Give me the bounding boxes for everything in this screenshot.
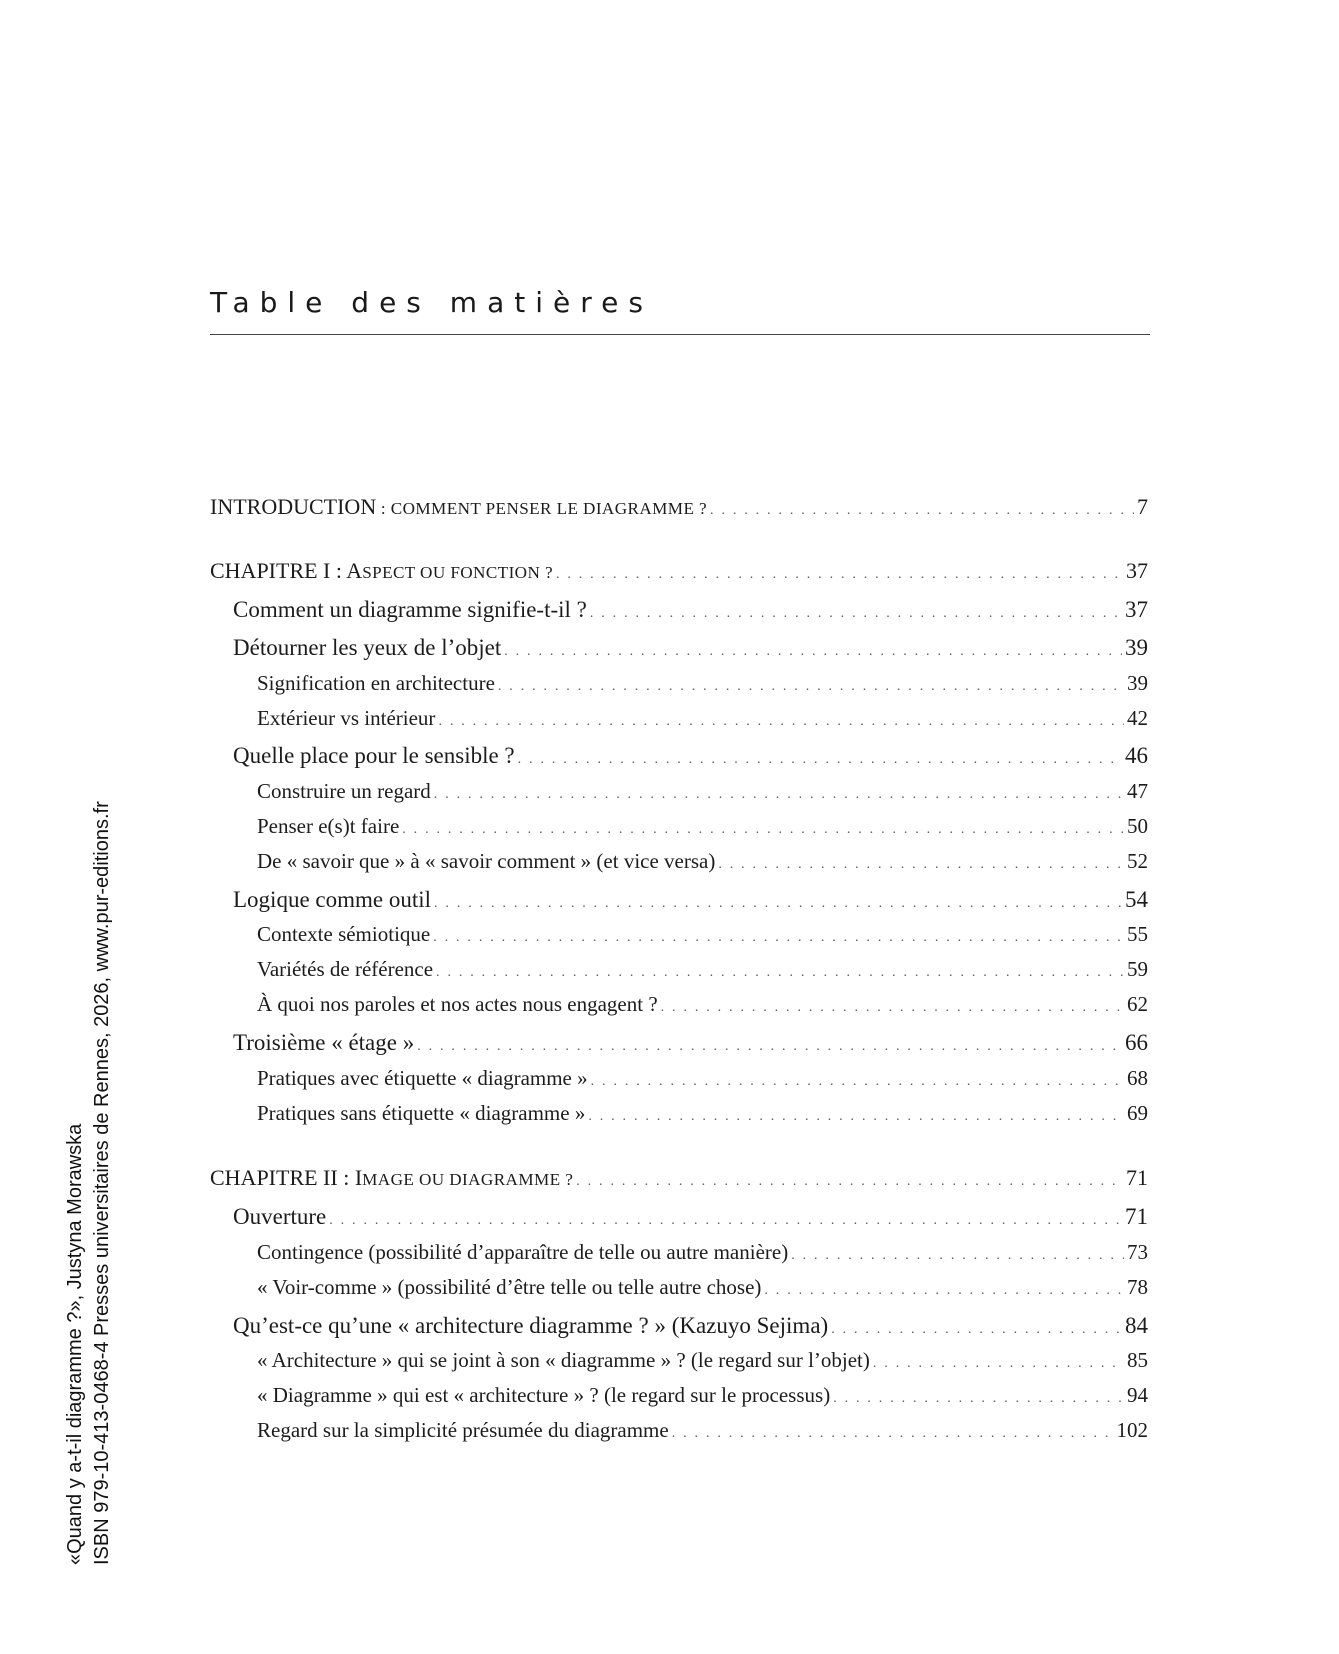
toc-entry-label-main: Ouverture — [233, 1204, 327, 1229]
toc-entry — [233, 635, 1148, 665]
toc-entry-page: 69 — [1127, 1101, 1148, 1125]
toc-entry-label-main: « Architecture » qui se joint à son « diagramme » ? (le regard sur l’objet) — [257, 1348, 870, 1372]
toc-entry-label — [233, 1030, 414, 1056]
toc-entry — [257, 1101, 1148, 1131]
toc-entry-page: 68 — [1127, 1066, 1148, 1090]
toc-entry-page: 62 — [1127, 992, 1148, 1016]
toc-entry-label — [210, 1165, 573, 1191]
toc-entry-label — [257, 1418, 669, 1443]
toc-entry — [257, 1383, 1148, 1413]
toc-entry-label-main: Comment un diagramme signifie-t-il ? — [233, 597, 587, 622]
toc-entry-label — [233, 635, 501, 661]
dot-leader — [672, 1426, 1114, 1442]
toc-entry-page: 37 — [1125, 597, 1148, 622]
dot-leader — [504, 644, 1122, 660]
toc-entry — [257, 1348, 1148, 1378]
toc-entry-label-main: INTRODUCTION — [210, 494, 377, 519]
toc-entry — [257, 671, 1148, 701]
toc-entry-label — [257, 1348, 870, 1373]
dot-leader — [433, 930, 1124, 946]
toc-entry-label-main: Quelle place pour le sensible ? — [233, 743, 515, 768]
toc-entry — [233, 887, 1148, 917]
toc-entry — [233, 1030, 1148, 1060]
dot-leader — [591, 1074, 1124, 1090]
side-note-line-2: ISBN 979-10-413-0468-4 Presses universitaires de Rennes, 2026, www.pur-editions.fr — [91, 801, 113, 1565]
dot-leader — [518, 752, 1122, 768]
toc-entry-page: 102 — [1116, 1418, 1148, 1442]
toc-entry-label — [233, 887, 431, 913]
toc-entry-label-smallcaps: : COMMENT PENSER LE DIAGRAMME ? — [376, 499, 708, 518]
toc-entry-page: 47 — [1127, 779, 1148, 803]
toc-entry-label-main: Contexte sémiotique — [257, 922, 431, 946]
toc-entry-label-main: Variétés de référence — [257, 957, 434, 981]
toc-entry-page: 39 — [1125, 635, 1148, 660]
dot-leader — [402, 822, 1124, 838]
dot-leader — [710, 503, 1134, 519]
toc-entry-label-main: Pratiques avec étiquette « diagramme » — [257, 1066, 588, 1090]
toc-entry — [257, 849, 1148, 879]
dot-leader — [329, 1213, 1122, 1229]
dot-leader — [833, 1391, 1124, 1407]
dot-leader — [873, 1356, 1124, 1372]
dot-leader — [588, 1109, 1124, 1125]
toc-entry-label-main: Troisième « étage » — [233, 1030, 415, 1055]
toc-entry — [210, 1165, 1148, 1195]
toc-entry — [257, 922, 1148, 952]
dot-leader — [764, 1283, 1124, 1299]
toc-entry-page: 54 — [1125, 887, 1148, 912]
toc-entry-label-main: Pratiques sans étiquette « diagramme » — [257, 1101, 586, 1125]
toc-entry-page: 71 — [1126, 1165, 1148, 1190]
toc-entry — [257, 1240, 1148, 1270]
toc-entry-label — [257, 1275, 761, 1300]
toc-entry-label — [257, 671, 495, 696]
toc-entry-page: 52 — [1127, 849, 1148, 873]
toc-entry — [257, 957, 1148, 987]
toc-entry-label — [210, 558, 553, 584]
toc-entry-page: 84 — [1125, 1313, 1148, 1338]
toc-entry — [257, 1418, 1148, 1448]
toc-entry-page: 66 — [1125, 1030, 1148, 1055]
toc-entry-label — [257, 922, 430, 947]
toc-entry-label — [257, 992, 658, 1017]
toc-entry-page: 7 — [1137, 494, 1148, 519]
toc-entry-label-main: Regard sur la simplicité présumée du diagramme — [257, 1418, 669, 1442]
toc-entry — [257, 779, 1148, 809]
toc-entry — [257, 814, 1148, 844]
toc-entry-label-main: CHAPITRE II : I — [210, 1165, 363, 1190]
toc-entry-label — [233, 743, 515, 769]
side-note — [62, 801, 116, 1565]
toc-entry — [257, 1066, 1148, 1096]
toc-entry-page: 37 — [1126, 558, 1148, 583]
toc-entry — [233, 743, 1148, 773]
toc-entry-page: 46 — [1125, 743, 1148, 768]
toc-entry-page: 73 — [1127, 1240, 1148, 1264]
toc-entry-page: 50 — [1127, 814, 1148, 838]
toc-entry-label — [210, 494, 707, 520]
toc-entry-page: 78 — [1127, 1275, 1148, 1299]
toc-entry-page: 85 — [1127, 1348, 1148, 1372]
page-title: Table des matières — [210, 286, 653, 319]
toc-entry-label — [257, 706, 435, 731]
dot-leader — [417, 1039, 1122, 1055]
toc-entry — [257, 992, 1148, 1022]
toc-entry-label-main: À quoi nos paroles et nos actes nous engagent ? — [257, 992, 658, 1016]
toc-entry-label — [233, 597, 587, 623]
toc-entry-label-main: Contingence (possibilité d’apparaître de telle ou autre manière) — [257, 1240, 789, 1264]
toc-entry-label-main: Signification en architecture — [257, 671, 495, 695]
toc-entry-label — [257, 814, 399, 839]
toc-entry-page: 42 — [1127, 706, 1148, 730]
toc-entry — [233, 597, 1148, 627]
toc-entry-label — [257, 1066, 588, 1091]
toc-entry — [233, 1204, 1148, 1234]
toc-entry-label-main: Logique comme outil — [233, 887, 432, 912]
toc-entry-label — [257, 779, 431, 804]
side-note-line-1: «Quand y a-t-il diagramme ?», Justyna Morawska — [64, 1123, 86, 1565]
toc-entry-label — [257, 1101, 585, 1126]
dot-leader — [436, 965, 1124, 981]
toc-entry — [257, 1275, 1148, 1305]
toc-entry-label — [233, 1313, 828, 1339]
toc-entry-label-smallcaps: MAGE OU DIAGRAMME ? — [362, 1170, 574, 1189]
toc-entry-page: 94 — [1127, 1383, 1148, 1407]
toc-entry-label-main: « Diagramme » qui est « architecture » ? (le regard sur le processus) — [257, 1383, 831, 1407]
toc-entry-label-main: « Voir-comme » (possibilité d’être telle ou telle autre chose) — [257, 1275, 762, 1299]
toc-entry-page: 39 — [1127, 671, 1148, 695]
dot-leader — [576, 1174, 1123, 1190]
dot-leader — [718, 857, 1124, 873]
toc-entry-page: 59 — [1127, 957, 1148, 981]
toc-entry-label-main: Extérieur vs intérieur — [257, 706, 436, 730]
dot-leader — [661, 1000, 1124, 1016]
toc-entry-label — [257, 957, 433, 982]
toc-entry-label — [257, 1240, 788, 1265]
toc-entry-label-main: Penser e(s)t faire — [257, 814, 400, 838]
toc-entry-label-main: Construire un regard — [257, 779, 431, 803]
toc-entry-label-main: De « savoir que » à « savoir comment » (et vice versa) — [257, 849, 716, 873]
dot-leader — [791, 1248, 1124, 1264]
dot-leader — [434, 896, 1122, 912]
toc-entry-label — [233, 1204, 326, 1230]
dot-leader — [590, 606, 1122, 622]
toc-entry-page: 55 — [1127, 922, 1148, 946]
toc-entry — [257, 706, 1148, 736]
dot-leader — [438, 714, 1124, 730]
toc-entry-label — [257, 849, 715, 874]
toc-entry-label-main: Détourner les yeux de l’objet — [233, 635, 502, 660]
toc-entry-label-main: CHAPITRE I : A — [210, 558, 363, 583]
toc-entry-label — [257, 1383, 830, 1408]
toc-entry — [210, 558, 1148, 588]
dot-leader — [556, 567, 1123, 583]
toc-entry-page: 71 — [1125, 1204, 1148, 1229]
dot-leader — [434, 787, 1124, 803]
toc-entry — [210, 494, 1148, 524]
toc-entry-label-smallcaps: SPECT OU FONCTION ? — [362, 563, 553, 582]
dot-leader — [498, 679, 1124, 695]
toc-entry-label-main: Qu’est-ce qu’une « architecture diagramme ? » (Kazuyo Sejima) — [233, 1313, 829, 1338]
dot-leader — [831, 1322, 1122, 1338]
toc-entry — [233, 1313, 1148, 1343]
